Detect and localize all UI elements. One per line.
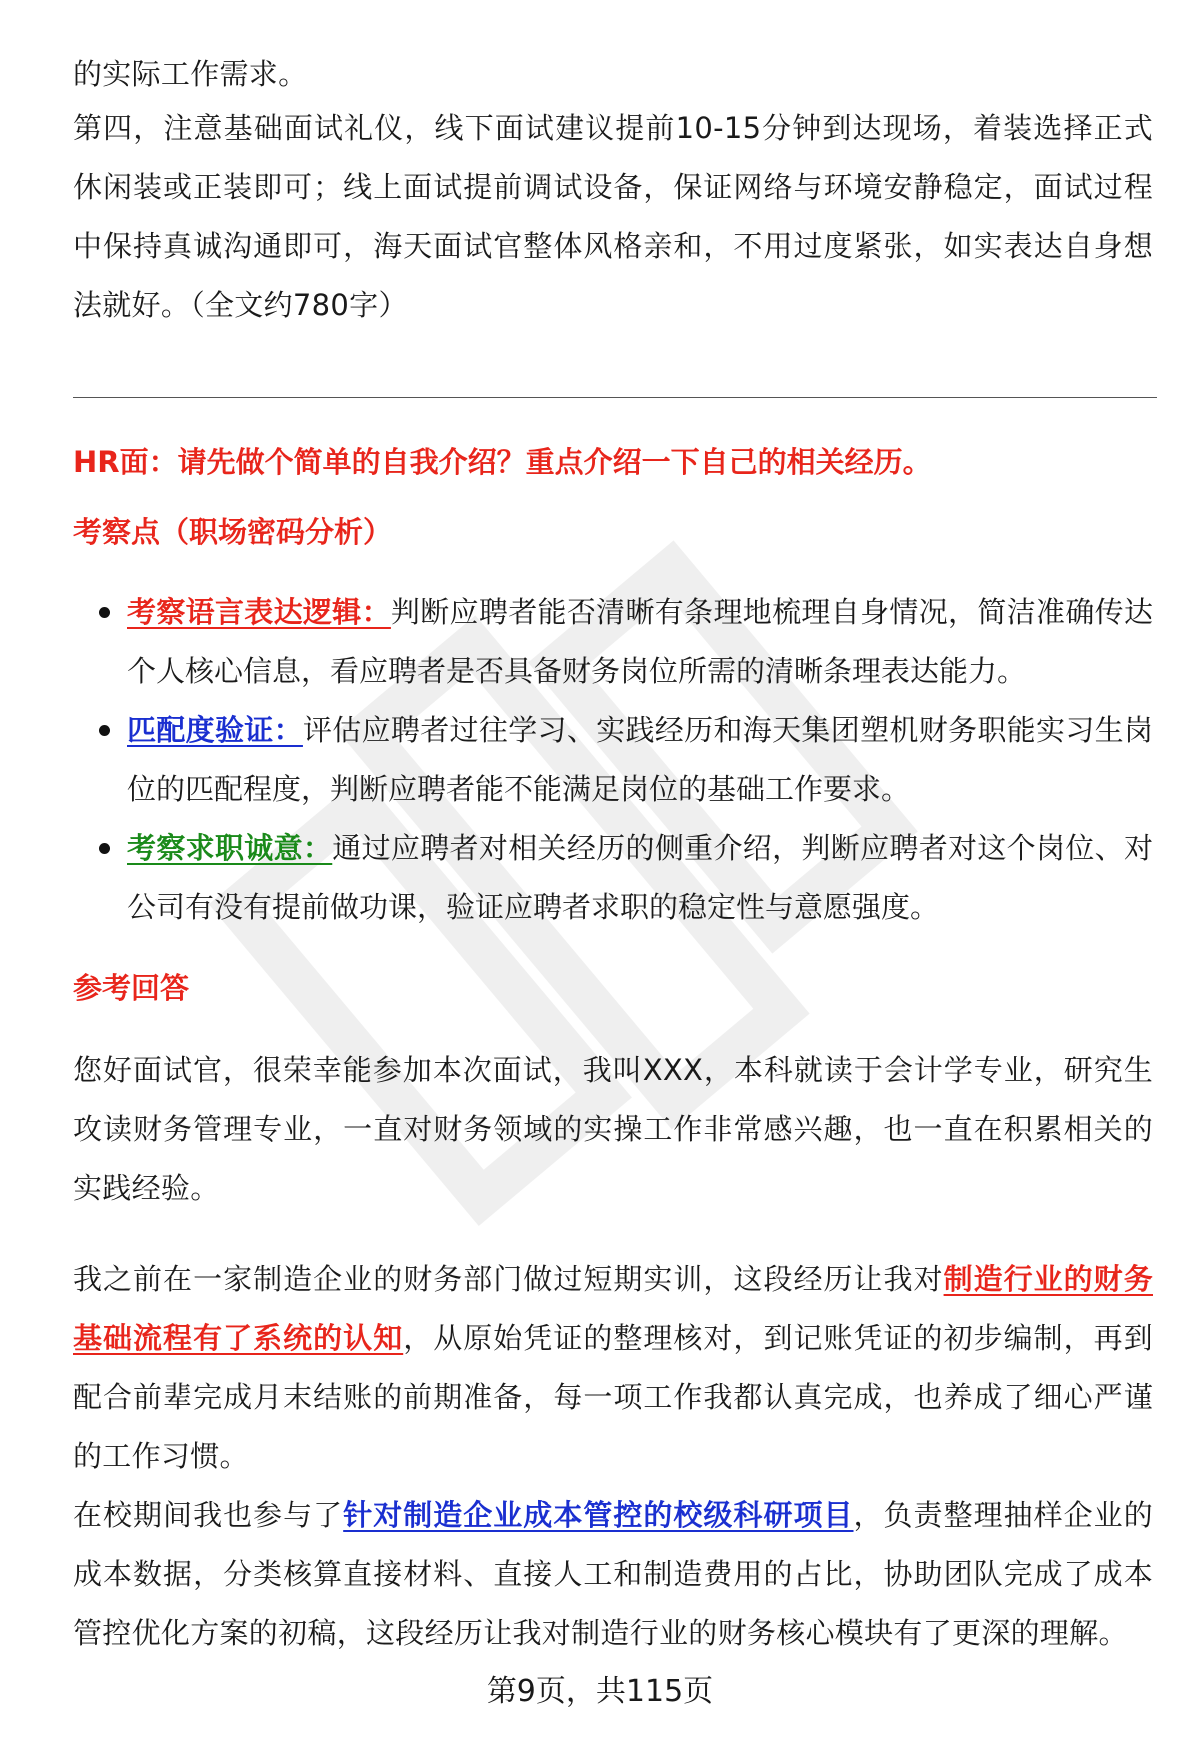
highlight-text: 针对制造企业成本管控的校级科研项目 bbox=[343, 1498, 854, 1532]
paragraph-continued: 的实际工作需求。 bbox=[73, 57, 308, 91]
answer-text: ，负责整理抽样企业的成本数据，分类核算直接材料、直接人工和制造费用的占比，协助团队完成了成本管控优化方案的初稿，这段经历让我对制造行业的财务核心模块有了更深的理解。 bbox=[73, 1498, 1153, 1650]
list-item bbox=[73, 583, 1153, 701]
bullet-icon bbox=[99, 725, 110, 736]
analysis-text: 判断应聘者能否清晰有条理地梳理自身情况，简洁准确传达个人核心信息，看应聘者是否具备财务岗位所需的清晰条理表达能力。 bbox=[127, 595, 1153, 688]
analysis-label: 考察求职诚意： bbox=[127, 831, 333, 865]
analysis-heading: 考察点（职场密码分析） bbox=[73, 515, 393, 549]
analysis-list bbox=[73, 583, 1153, 937]
analysis-label: 匹配度验证： bbox=[127, 713, 303, 747]
answer-text: ，从原始凭证的整理核对，到记账凭证的初步编制，再到配合前辈完成月末结账的前期准备，每一项工作我都认真完成，也养成了细心严谨的工作习惯。 bbox=[73, 1321, 1153, 1473]
paragraph-fourth-point: 第四，注意基础面试礼仪，线下面试建议提前10-15分钟到达现场，着装选择正式休闲装或正装即可；线上面试提前调试设备，保证网络与环境安静稳定，面试过程中保持真诚沟通即可，海天面试官整体风格亲和，不用过度紧张，如实表达自身想法就好。（全文约780字） bbox=[73, 111, 1153, 322]
bullet-icon bbox=[99, 843, 110, 854]
analysis-text: 通过应聘者对相关经历的侧重介绍，判断应聘者对这个岗位、对公司有没有提前做功课，验证应聘者求职的稳定性与意愿强度。 bbox=[127, 831, 1153, 924]
analysis-text: 评估应聘者过往学习、实践经历和海天集团塑机财务职能实习生岗位的匹配程度，判断应聘者能不能满足岗位的基础工作要求。 bbox=[127, 713, 1153, 806]
page-number: 第9页，共115页 bbox=[486, 1674, 714, 1709]
answer-paragraph-1: 您好面试官，很荣幸能参加本次面试，我叫XXX，本科就读于会计学专业，研究生攻读财务管理专业，一直对财务领域的实操工作非常感兴趣，也一直在积累相关的实践经验。 bbox=[73, 1053, 1153, 1205]
list-item bbox=[73, 701, 1153, 819]
answer-text: 我之前在一家制造企业的财务部门做过短期实训，这段经历让我对 bbox=[73, 1262, 944, 1296]
answer-paragraph-2 bbox=[73, 1250, 1153, 1486]
bullet-icon bbox=[99, 607, 110, 618]
section-divider bbox=[73, 397, 1157, 398]
answer-paragraph-3 bbox=[73, 1486, 1153, 1663]
answer-heading: 参考回答 bbox=[73, 971, 190, 1005]
question-heading: HR面：请先做个简单的自我介绍？重点介绍一下自己的相关经历。 bbox=[73, 445, 932, 479]
analysis-label: 考察语言表达逻辑： bbox=[127, 595, 391, 629]
list-item bbox=[73, 819, 1153, 937]
answer-text: 在校期间我也参与了 bbox=[73, 1498, 344, 1532]
highlight-text: 制造行业的财务基础流程有了系统的认知 bbox=[73, 1262, 1153, 1355]
